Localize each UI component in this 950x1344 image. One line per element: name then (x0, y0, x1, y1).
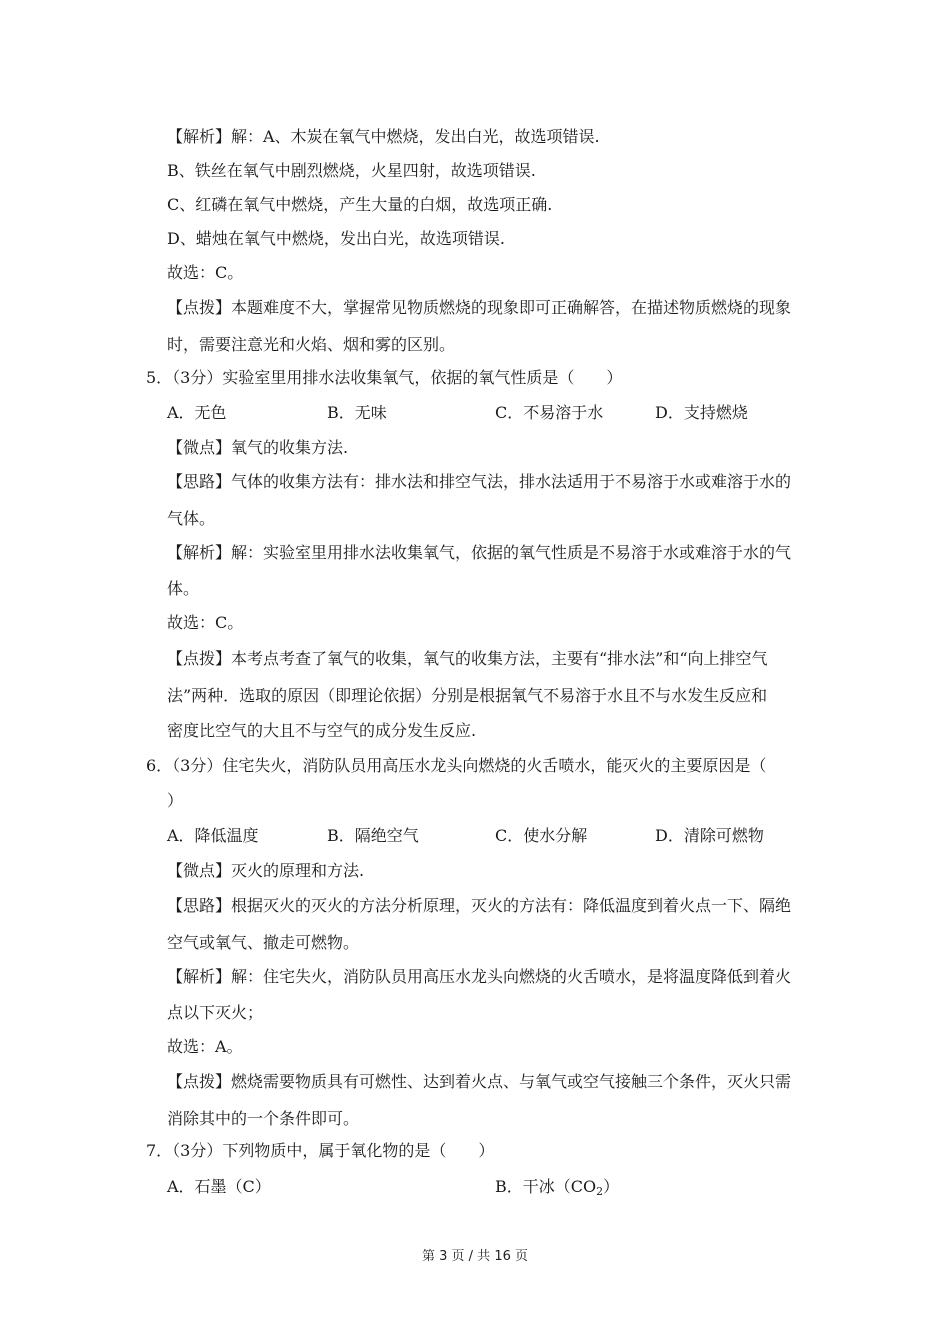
q6-option-c: C．使水分解 (495, 826, 588, 845)
q6-analysis-line-1: 【解析】解：住宅失火，消防队员用高压水龙头向燃烧的火舌喷水，是将温度降低到着火 (167, 967, 792, 986)
q6-stem-line-2: ） (167, 791, 184, 810)
q4-analysis-option-b: B、铁丝在氧气中剧烈燃烧，火星四射，故选项错误. (167, 161, 536, 180)
q6-analysis-line-2: 点以下灭火； (167, 1003, 264, 1022)
q5-tip-line-2: 法”两种．选取的原因（即理论依据）分别是根据氧气不易溶于水且不与水发生反应和 (167, 686, 768, 705)
q4-analysis-option-d: D、蜡烛在氧气中燃烧，发出白光，故选项错误. (167, 229, 505, 248)
q5-option-a: A．无色 (167, 403, 227, 422)
q6-idea-line-1: 【思路】根据灭火的灭火的方法分析原理，灭火的方法有：降低温度到着火点一下、隔绝 (167, 896, 792, 915)
q7-option-a: A．石墨（C） (167, 1177, 271, 1196)
q6-tip-line-1: 【点拨】燃烧需要物质具有可燃性、达到着火点、与氧气或空气接触三个条件，灭火只需 (167, 1072, 792, 1091)
q4-tip-line-2: 时，需要注意光和火焰、烟和雾的区别。 (167, 335, 456, 354)
q7-option-b-subscript: 2 (596, 1185, 604, 1198)
q5-analysis-line-1: 【解析】解：实验室里用排水法收集氧气，依据的氧气性质是不易溶于水或难溶于水的气 (167, 543, 792, 562)
q5-tip-line-1: 【点拨】本考点考查了氧气的收集，氧气的收集方法，主要有“排水法”和“向上排空气 (167, 649, 768, 668)
q5-option-c: C．不易溶于水 (495, 403, 604, 422)
q4-tip-line-1: 【点拨】本题难度不大，掌握常见物质燃烧的现象即可正确解答，在描述物质燃烧的现象 (167, 298, 792, 317)
q7-stem: 7．（3分）下列物质中，属于氧化物的是（ ） (146, 1141, 495, 1160)
q5-tip-line-3: 密度比空气的大且不与空气的成分发生反应. (167, 721, 477, 740)
q5-option-d: D．支持燃烧 (655, 403, 748, 422)
q4-answer: 故选：C。 (167, 263, 244, 282)
q6-answer: 故选：A。 (167, 1037, 243, 1056)
q5-idea-line-1: 【思路】气体的收集方法有：排水法和排空气法，排水法适用于不易溶于水或难溶于水的 (167, 472, 792, 491)
q6-idea-line-2: 空气或氧气、撤走可燃物。 (167, 933, 360, 952)
q6-tip-line-2: 消除其中的一个条件即可。 (167, 1109, 360, 1128)
q5-answer: 故选：C。 (167, 613, 244, 632)
q6-stem-line-1: 6．（3分）住宅失火，消防队员用高压水龙头向燃烧的火舌喷水，能灭火的主要原因是（ (146, 756, 767, 775)
q5-stem: 5．（3分）实验室里用排水法收集氧气，依据的氧气性质是（ ） (146, 368, 623, 387)
q6-option-b: B．隔绝空气 (327, 826, 419, 845)
q5-idea-line-2: 气体。 (167, 509, 216, 528)
q5-point: 【微点】氧气的收集方法. (167, 438, 349, 457)
q4-analysis-option-c: C、红磷在氧气中燃烧，产生大量的白烟，故选项正确. (167, 195, 553, 214)
page-footer: 第 3 页 / 共 16 页 (422, 1249, 528, 1264)
q6-point: 【微点】灭火的原理和方法. (167, 861, 365, 880)
q7-option-b (495, 1177, 619, 1197)
q7-option-b-prefix: B．干冰（CO (495, 1177, 597, 1196)
q5-option-b: B．无味 (327, 403, 387, 422)
q6-option-a: A．降低温度 (167, 826, 259, 845)
q4-analysis-line: 【解析】解：A、木炭在氧气中燃烧，发出白光，故选项错误. (167, 127, 600, 146)
q7-option-b-suffix: ） (603, 1177, 620, 1196)
q5-analysis-line-2: 体。 (167, 579, 200, 598)
q6-option-d: D．清除可燃物 (655, 826, 764, 845)
